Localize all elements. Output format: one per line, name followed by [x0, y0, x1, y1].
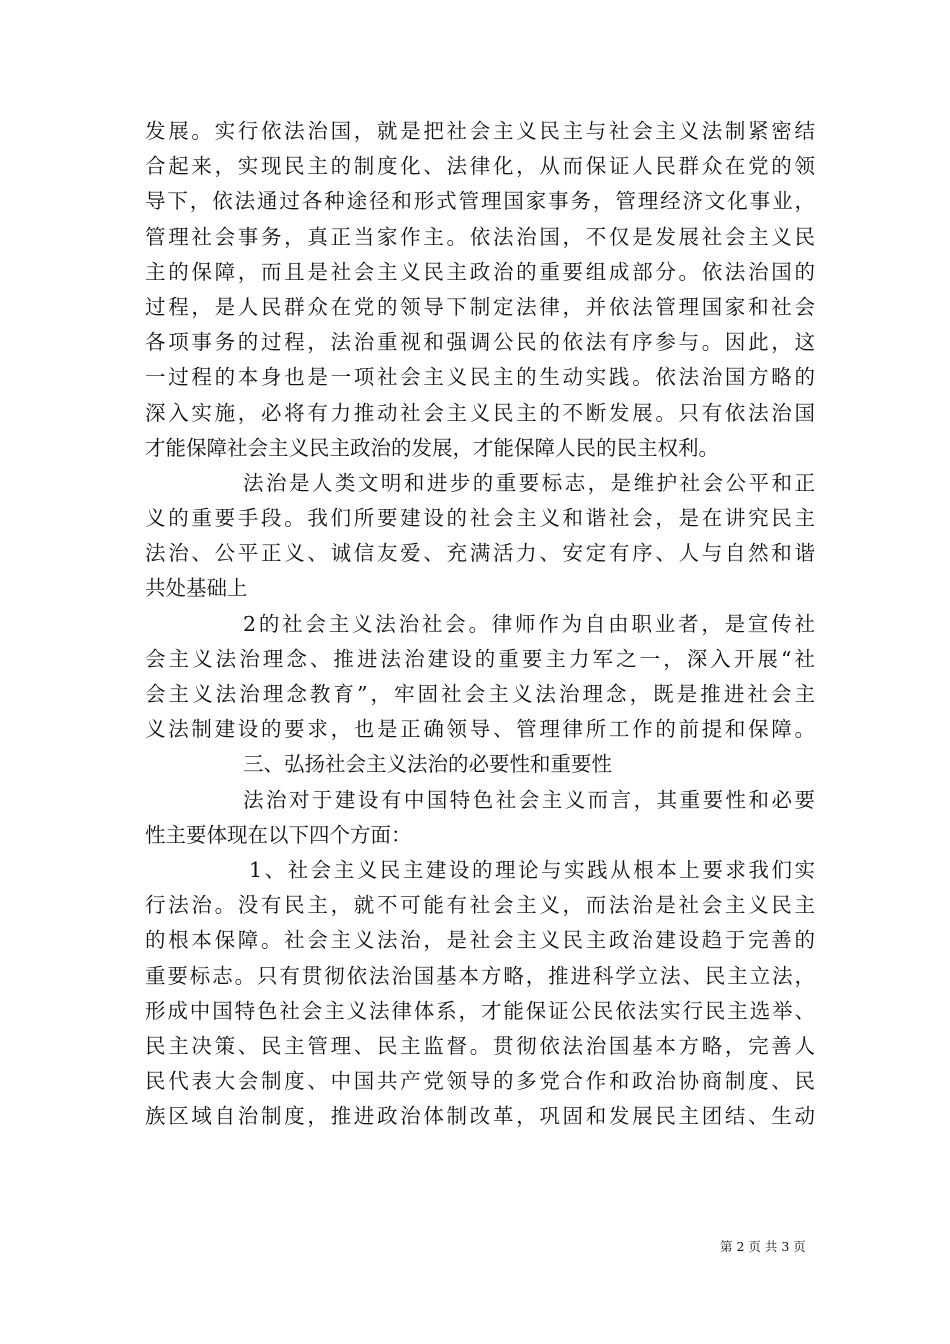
- text-line: 各项事务的过程，法治重视和强调公民的依法有序参与。因此，这: [145, 330, 815, 355]
- text-line: 发展。实行依法治国，就是把社会主义民主与社会主义法制紧密结: [145, 119, 815, 143]
- text-line: 导下，依法通过各种途径和形式管理国家事务，管理经济文化事业，: [145, 189, 815, 214]
- text-line: 管理社会事务，真正当家作主。依法治国，不仅是发展社会主义民: [145, 224, 815, 249]
- paragraph-first-line: 1、社会主义民主建设的理论与实践从根本上要求我们实: [249, 857, 815, 882]
- text-line: 的根本保障。社会主义法治，是社会主义民主政治建设趋于完善的: [145, 928, 815, 953]
- paragraph-first-line: 法治对于建设有中国特色社会主义而言，其重要性和必要: [243, 787, 815, 812]
- text-line: 法治、公平正义、诚信友爱、充满活力、安定有序、人与自然和谐: [145, 541, 815, 566]
- body-text: [145, 114, 815, 1134]
- text-line: 会主义法治理念、推进法治建设的重要主力军之一，深入开展“社: [145, 646, 815, 671]
- text-line: 合起来，实现民主的制度化、法律化，从而保证人民群众在党的领: [145, 154, 815, 179]
- text-line: 会主义法治理念教育”，牢固社会主义法治理念，既是推进社会主: [145, 682, 815, 706]
- text-line: 深入实施，必将有力推动社会主义民主的不断发展。只有依法治国: [145, 400, 815, 425]
- text-line: 民代表大会制度、中国共产党领导的多党合作和政治协商制度、民: [145, 1069, 815, 1094]
- page-number: 第 2 页 共 3 页: [720, 1239, 806, 1254]
- text-line: 共处基础上: [145, 576, 248, 601]
- text-line: 性主要体现在以下四个方面：: [145, 822, 412, 847]
- text-line: 义法制建设的要求，也是正确领导、管理律所工作的前提和保障。: [145, 717, 815, 742]
- text-line: 族区域自治制度，推进政治体制改革，巩固和发展民主团结、生动: [145, 1104, 815, 1129]
- text-line: 民主决策、民主管理、民主监督。贯彻依法治国基本方略，完善人: [145, 1033, 815, 1058]
- text-line: 行法治。没有民主，就不可能有社会主义，而法治是社会主义民主: [145, 893, 815, 918]
- text-line: 形成中国特色社会主义法律体系，才能保证公民依法实行民主选举、: [145, 998, 815, 1023]
- text-line: 才能保障社会主义民主政治的发展，才能保障人民的民主权利。: [145, 435, 719, 460]
- text-line: 过程，是人民群众在党的领导下制定法律，并依法管理国家和社会: [145, 294, 815, 319]
- paragraph-first-line: 法治是人类文明和进步的重要标志，是维护社会公平和正: [243, 470, 815, 495]
- text-line: 重要标志。只有贯彻依法治国基本方略，推进科学立法、民主立法，: [145, 963, 815, 988]
- text-line: 一过程的本身也是一项社会主义民主的生动实践。依法治国方略的: [145, 365, 815, 390]
- text-line: 主的保障，而且是社会主义民主政治的重要组成部分。依法治国的: [145, 259, 815, 284]
- paragraph-first-line: 2的社会主义法治社会。律师作为自由职业者，是宣传社: [243, 611, 815, 636]
- text-line: 义的重要手段。我们所要建设的社会主义和谐社会，是在讲究民主: [145, 506, 815, 531]
- section-heading: 三、弘扬社会主义法治的必要性和重要性: [243, 752, 612, 777]
